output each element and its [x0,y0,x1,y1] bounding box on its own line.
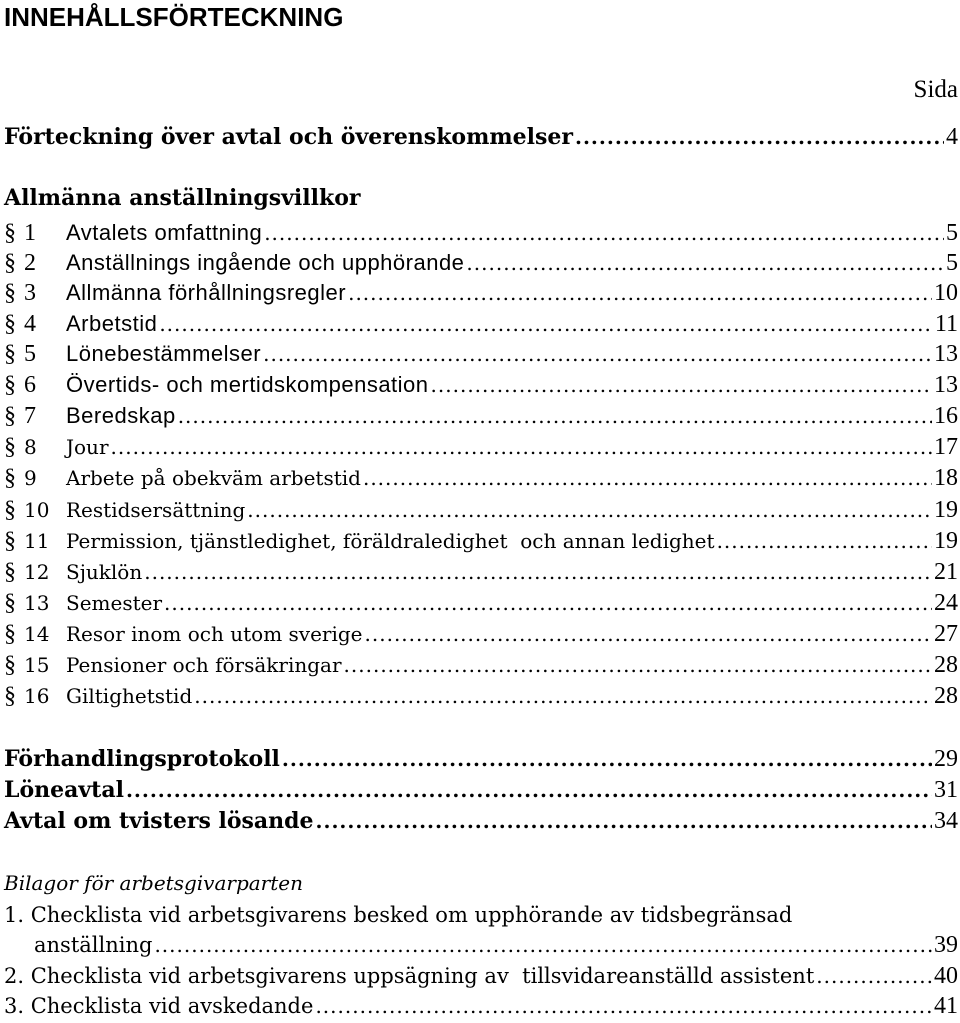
toc-entry-page: 19 [934,497,958,523]
paragraph-number: 1 [24,220,36,246]
toc-entry-page: 5 [946,250,958,276]
toc-entry-page: 34 [934,808,958,834]
dot-leader [126,778,932,802]
paragraph-title: Allmänna förhållningsregler [66,280,347,305]
toc-entry-page: 41 [934,993,958,1019]
paragraph-number: 5 [24,341,36,367]
section-symbol: § [4,403,16,429]
dot-leader [365,622,932,646]
section-symbol: § [4,280,16,306]
toc-entry-paragraph-16[interactable] [4,683,958,713]
page-column-label: Sida [913,76,958,103]
paragraph-number: 14 [24,622,50,646]
toc-entry-page: 16 [934,403,958,429]
page-title: INNEHÅLLSFÖRTECKNING [4,2,344,32]
dot-leader [164,591,932,615]
toc-entry-paragraph-1[interactable] [4,220,958,250]
dot-leader [159,312,933,336]
paragraph-title: Permission, tjänstledighet, föräldraledighet och annan ledighet [66,529,715,553]
toc-entry-paragraph-12[interactable] [4,559,958,589]
dot-leader [575,125,944,149]
section-symbol: § [4,250,16,276]
dot-leader [111,435,933,459]
toc-entry-page: 10 [934,280,958,306]
toc-entry-tvister[interactable] [4,808,958,838]
section-title: Allmänna anställningsvillkor [4,185,361,211]
paragraph-title: Sjuklön [66,560,143,584]
toc-entry-paragraph-9[interactable] [4,465,958,495]
toc-entry-page: 11 [934,311,958,337]
toc-entry-page: 27 [934,621,958,647]
toc-entry-paragraph-13[interactable] [4,590,958,620]
dot-leader [816,964,932,988]
paragraph-title: Jour [66,435,109,459]
section-symbol: § [4,621,16,647]
toc-entry-label: Löneavtal [4,777,124,803]
paragraph-title: Arbete på obekväm arbetstid [66,466,361,490]
toc-entry-forhandlingsprotokoll[interactable] [4,746,958,776]
appendix-title: Bilagor för arbetsgivarparten [4,871,303,895]
toc-entry-page: 40 [934,963,958,989]
toc-entry-paragraph-15[interactable] [4,652,958,682]
section-symbol: § [4,528,16,554]
toc-entry-label: Förteckning över avtal och överenskommelser [4,124,573,150]
toc-entry-paragraph-2[interactable] [4,250,958,280]
paragraph-number: 4 [24,311,36,337]
toc-entry-page: 28 [934,652,958,678]
toc-entry-label: Förhandlingsprotokoll [4,746,280,772]
dot-leader [178,404,932,428]
paragraph-number: 6 [24,372,36,398]
dot-leader [154,933,932,957]
paragraph-title: Pensioner och försäkringar [66,653,342,677]
toc-entry-page: 19 [934,528,958,554]
paragraph-number: 15 [24,653,50,677]
dot-leader [363,466,932,490]
dot-leader [316,809,932,833]
paragraph-number: 3 [24,280,36,306]
paragraph-title: Lönebestämmelser [66,341,262,366]
paragraph-title: Restidsersättning [66,498,246,522]
dot-leader [348,281,932,305]
section-symbol: § [4,311,16,337]
toc-entry-label: 2. Checklista vid arbetsgivarens uppsägning av tillsvidareanställd assistent [4,964,815,988]
paragraph-title: Semester [66,591,163,615]
paragraph-number: 2 [24,250,36,276]
paragraph-title: Avtalets omfattning [66,220,263,245]
dot-leader [466,251,944,275]
dot-leader [194,684,932,708]
section-symbol: § [4,590,16,616]
toc-entry-page: 31 [934,777,958,803]
toc-entry-appendix-1-line1[interactable]: 1. Checklista vid arbetsgivarens besked om upphörande av tidsbegränsad [4,903,793,927]
section-symbol: § [4,559,16,585]
dot-leader [431,373,932,397]
paragraph-number: 13 [24,591,50,615]
dot-leader [282,747,932,771]
toc-entry-paragraph-7[interactable] [4,403,958,433]
toc-entry-page: 17 [934,434,958,460]
paragraph-title: Anställnings ingående och upphörande [66,250,465,275]
dot-leader [344,653,932,677]
paragraph-number: 9 [24,466,37,490]
toc-entry-appendix-2[interactable] [4,963,958,993]
section-symbol: § [4,683,16,709]
toc-entry-label: 3. Checklista vid avskedande [4,994,314,1018]
paragraph-title: Resor inom och utom sverige [66,622,363,646]
paragraph-title: Beredskap [66,403,176,428]
toc-entry-paragraph-10[interactable] [4,497,958,527]
paragraph-number: 12 [24,560,50,584]
toc-entry-page: 13 [934,341,958,367]
section-symbol: § [4,372,16,398]
toc-entry-page: 29 [934,746,958,772]
toc-entry-page: 21 [934,559,958,585]
section-symbol: § [4,220,16,246]
dot-leader [717,529,932,553]
section-symbol: § [4,652,16,678]
toc-entry-page: 18 [934,465,958,491]
paragraph-number: 10 [24,498,50,522]
dot-leader [144,560,932,584]
toc-entry-page: 28 [934,683,958,709]
toc-entry-appendix-1[interactable] [34,932,958,962]
toc-entry-label: Avtal om tvisters lösande [4,808,314,834]
toc-entry-paragraph-6[interactable] [4,372,958,402]
paragraph-title: Giltighetstid [66,684,193,708]
dot-leader [315,994,932,1018]
toc-entry-page: 5 [946,220,958,246]
paragraph-title: Arbetstid [66,311,158,336]
section-symbol: § [4,341,16,367]
section-symbol: § [4,465,16,491]
toc-entry-paragraph-14[interactable] [4,621,958,651]
paragraph-number: 8 [24,435,37,459]
toc-entry-paragraph-3[interactable] [4,280,958,310]
toc-entry-paragraph-5[interactable] [4,341,958,371]
toc-entry-page: 39 [934,932,958,958]
paragraph-number: 11 [24,529,50,553]
toc-entry-paragraph-8[interactable] [4,434,958,464]
section-symbol: § [4,434,16,460]
dot-leader [264,221,944,245]
toc-entry-loneavtal[interactable] [4,777,958,807]
paragraph-number: 16 [24,684,50,708]
toc-entry-paragraph-11[interactable] [4,528,958,558]
toc-entry-label: anställning [34,933,153,957]
paragraph-title: Övertids- och mertidskompensation [66,372,429,397]
dot-leader [263,342,932,366]
toc-entry-page: 24 [934,590,958,616]
toc-entry-paragraph-4[interactable] [4,311,958,341]
section-symbol: § [4,497,16,523]
toc-entry-page: 13 [934,372,958,398]
toc-entry-page: 4 [946,124,958,150]
paragraph-number: 7 [24,403,36,429]
toc-entry-intro[interactable] [4,124,958,154]
dot-leader [247,498,932,522]
